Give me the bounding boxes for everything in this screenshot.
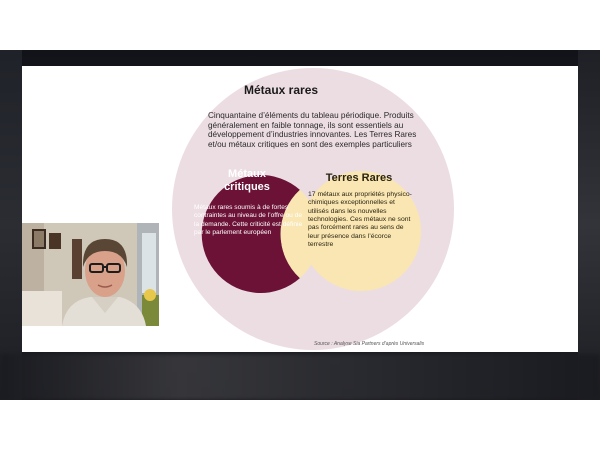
critical-title-line-2: critiques bbox=[224, 180, 270, 193]
presenter-webcam-icon bbox=[22, 223, 159, 326]
rare-earths-description: 17 métaux aux propriétés physico-chimiques exceptionnelles et utilisés dans les nouvelles technologies. Ces métaux ne sont pas forcément rares au sens de leur présence dans l’écorce terrestre bbox=[308, 191, 412, 249]
presentation-slide bbox=[22, 66, 578, 352]
source-note: Source : Analyse Sia Partners d’après Universalis bbox=[314, 341, 425, 347]
slide-title: Métaux rares bbox=[244, 83, 319, 97]
background-blur-right bbox=[578, 50, 600, 400]
critical-title-line-1: Métaux bbox=[228, 168, 266, 180]
rare-metals-description: Cinquantaine d’éléments du tableau périodique. Produits généralement en faible tonnage, ils sont essentiels au développement d’industries innovantes. Les Terres Rares et/ou métaux critiques en sont des exemples particuliers bbox=[208, 111, 417, 149]
critical-metals-title bbox=[197, 168, 297, 194]
presenter-picture bbox=[22, 223, 159, 326]
rare-earths-title: Terres Rares bbox=[325, 172, 393, 184]
critical-metals-description: Métaux rares soumis à de fortes contraintes au niveau de l’offre ou de la demande. Cette criticité est définie par le parlement européen bbox=[194, 204, 303, 237]
background-blur-left bbox=[0, 50, 22, 400]
background-blur-bottom bbox=[0, 354, 600, 400]
video-frame bbox=[0, 50, 600, 400]
